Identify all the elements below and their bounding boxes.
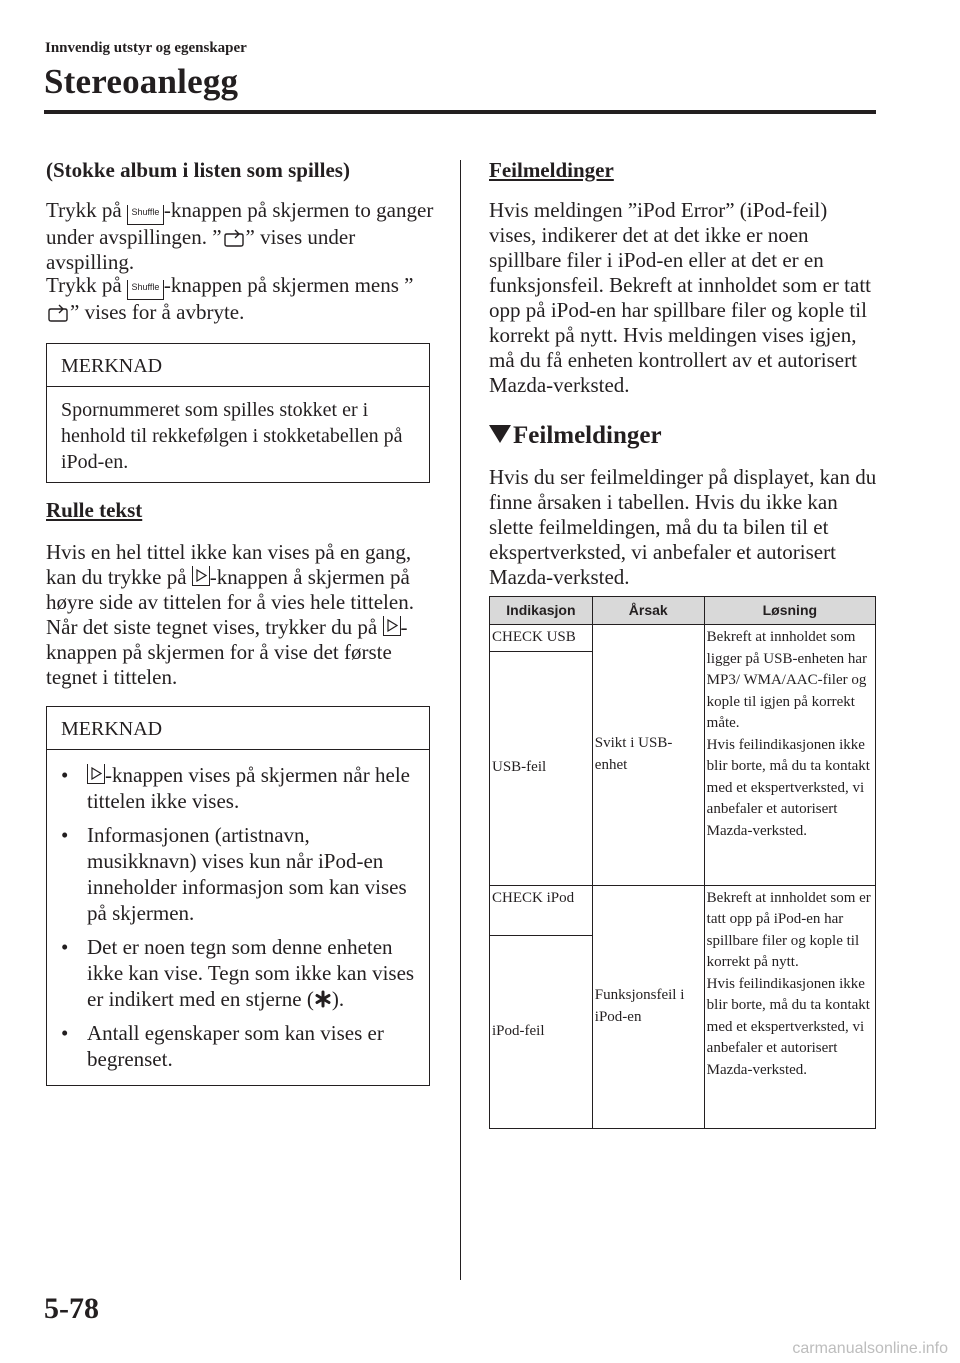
table-header: Årsak	[592, 597, 704, 625]
shuffle-heading: (Stokke album i listen som spilles)	[46, 158, 350, 182]
table-header-row	[490, 597, 876, 625]
note-bullet: • Det er noen tegn som denne enheten ikke kan vise. Tegn som ikke kan vises er indikert med en stjerne ( ).	[61, 935, 415, 1011]
shuffle-repeat-icon	[222, 228, 246, 248]
table-header: Indikasjon	[490, 597, 593, 625]
section-triangle-icon	[489, 425, 511, 443]
table-header: Løsning	[704, 597, 875, 625]
shuffle-button-icon: Shuffle	[127, 280, 164, 300]
table-cell-indication: USB-feil	[490, 651, 593, 885]
note-text: Spornummeret som spilles stokket er i henhold til rekkefølgen i stokketabellen på iPod-en.	[61, 399, 403, 473]
ipod-error-paragraph: Hvis meldingen ”iPod Error” (iPod-feil) vises, indikerer det at det ikke er noen spillbare filer i iPod-en eller at det er en funksjonsfeil. Bekreft at innholdet som er tatt opp på iPod-en har spillbare filer og kople til korrekt på nytt. Hvis meldingen vises igjen, må du få enheten kontrollert av et autorisert Mazda-verksted.	[489, 198, 871, 397]
table-cell-cause: Funksjonsfeil i iPod-en	[592, 885, 704, 1128]
table-cell-cause: Svikt i USB-enhet	[592, 625, 704, 886]
title-rule	[44, 110, 876, 114]
error-table	[489, 596, 876, 1129]
note-box-2	[46, 706, 430, 1086]
note-bullet: • Informasjonen (artistnavn, musikknavn) vises kun når iPod-en inneholder informasjon som kan vises på skjermen.	[61, 823, 407, 925]
page-number: 5-78	[44, 1292, 99, 1325]
asterisk-icon	[314, 990, 332, 1008]
note-list	[47, 750, 429, 1090]
table-cell-solution: Bekreft at innholdet som er tatt opp på iPod-en har spillbare filer og kople til korrekt på nytt. Hvis feilindikasjonen ikke blir borte, må du ta kontakt med et ekspertverksted, vi anbefaler et autorisert Mazda-verksted.	[704, 885, 875, 1128]
note-box-1	[46, 343, 430, 483]
note-title: MERKNAD	[47, 344, 429, 387]
shuffle-paragraph-1: Trykk på Shuffle -knappen på skjermen to ganger under avspillingen. ” ” vises under avspilling.	[46, 198, 434, 274]
shuffle-repeat-icon	[46, 303, 70, 323]
shuffle-paragraph-2: Trykk på Shuffle -knappen på skjermen mens ”” vises for å avbryte.	[46, 273, 414, 324]
error-section-heading: Feilmeldinger	[489, 422, 879, 450]
error-intro-paragraph: Hvis du ser feilmeldinger på displayet, kan du finne årsaken i tabellen. Hvis du ikke kan slette feilmeldingen, må du ta bilen til et ekspertverksted, vi anbefaler et autorisert Mazda-verksted.	[489, 465, 877, 589]
scroll-text-paragraph: Hvis en hel tittel ikke kan vises på en gang, kan du trykke på -knappen å skjermen på høyre side av tittelen for å vies hele tittelen. Når det siste tegnet vises, trykker du på -knappen på skjermen for å vise det første tegnet i tittelen.	[46, 540, 414, 689]
table-cell-solution: Bekreft at innholdet som ligger på USB-enheten har MP3/ WMA/AAC-filer og kople til igjen på korrekt måte. Hvis feilindikasjonen ikke blir borte, må du ta kontakt med et ekspertverksted, vi anbefaler et autorisert Mazda-verksted.	[704, 625, 875, 886]
page-title: Stereoanlegg	[44, 62, 239, 101]
table-cell-indication: CHECK USB	[490, 625, 593, 652]
watermark: carmanualsonline.info	[792, 1340, 948, 1357]
table-cell-indication: iPod-feil	[490, 935, 593, 1128]
column-divider	[460, 160, 461, 1280]
table-row	[490, 885, 876, 935]
scroll-text-heading: Rulle tekst	[46, 498, 143, 522]
scroll-arrow-icon	[87, 764, 105, 784]
table-row	[490, 625, 876, 652]
scroll-arrow-icon	[192, 566, 210, 586]
section-label: Innvendig utstyr og egenskaper	[45, 40, 247, 56]
note-bullet: • -knappen vises på skjermen når hele tittelen ikke vises.	[61, 763, 410, 813]
shuffle-button-icon: Shuffle	[127, 205, 164, 225]
error-messages-heading: Feilmeldinger	[489, 158, 614, 182]
note-title: MERKNAD	[47, 707, 429, 750]
table-cell-indication: CHECK iPod	[490, 885, 593, 935]
scroll-arrow-icon	[383, 616, 401, 636]
note-bullet: • Antall egenskaper som kan vises er begrenset.	[61, 1021, 384, 1071]
